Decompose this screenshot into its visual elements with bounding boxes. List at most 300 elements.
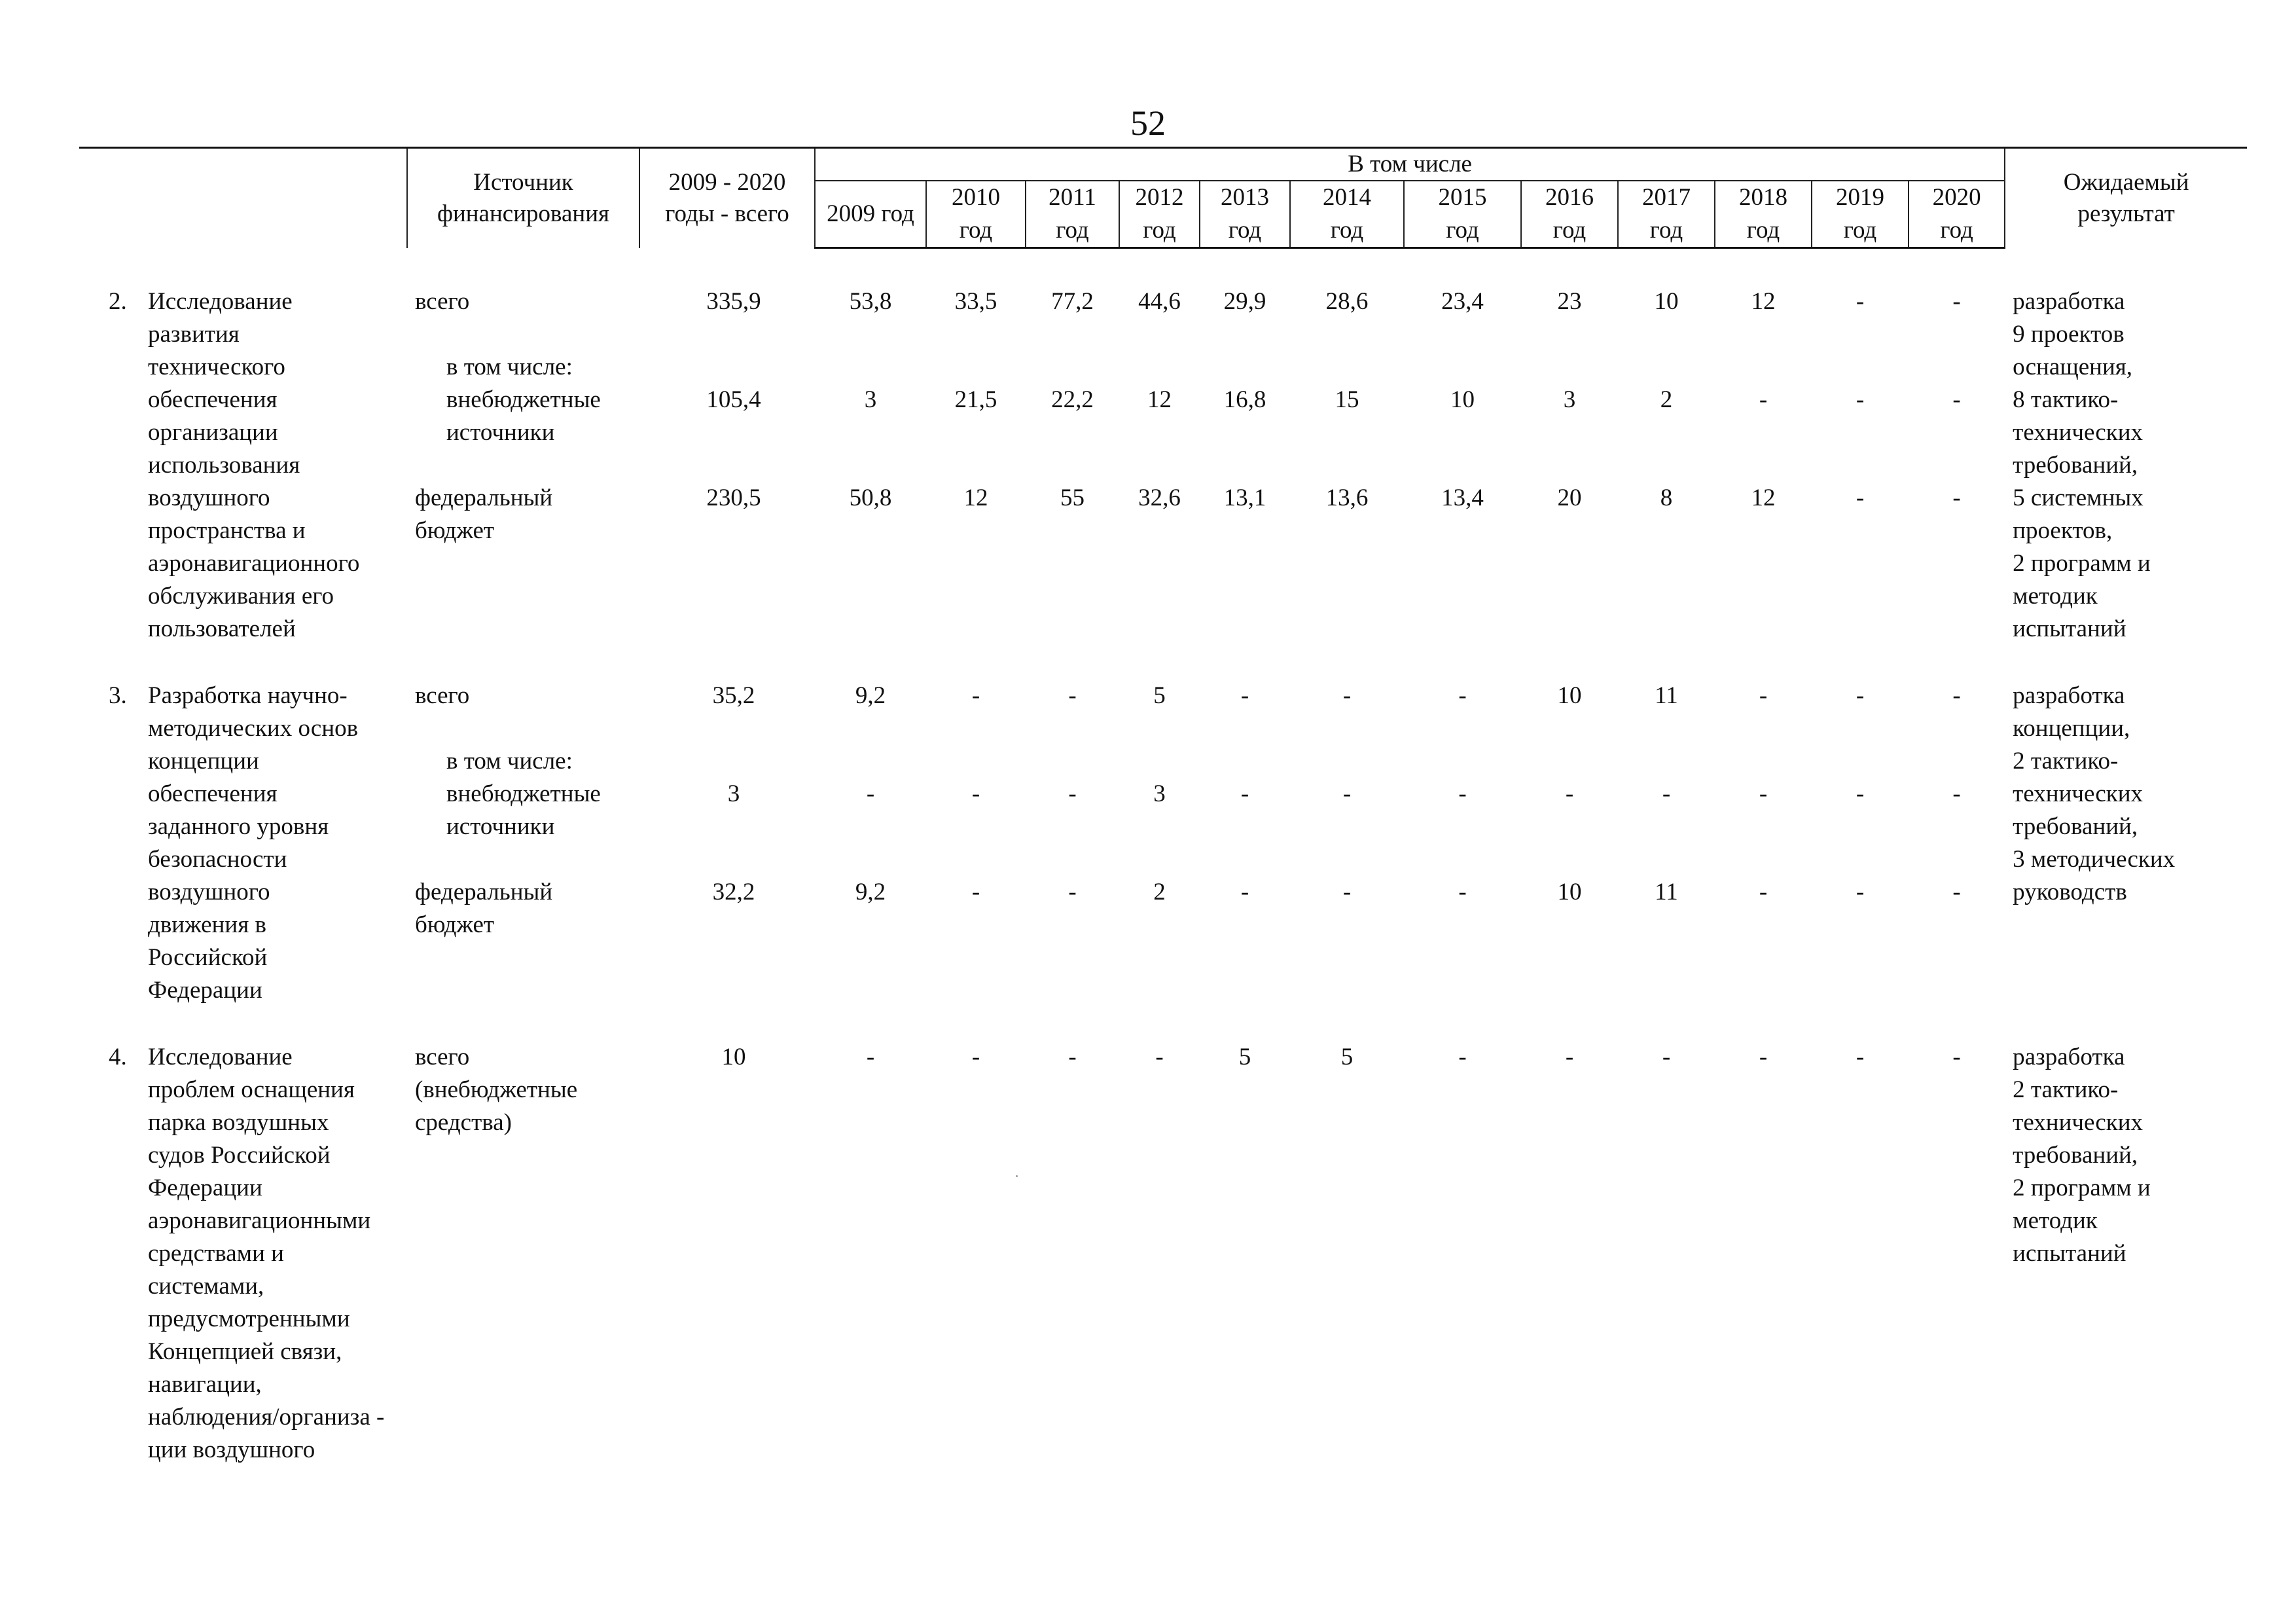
value-spacer <box>1200 1074 1290 1106</box>
year-cell <box>926 285 1026 646</box>
value-spacer <box>1812 1074 1909 1106</box>
cell-value: 3 <box>727 780 740 807</box>
year-cell <box>1812 1041 1909 1467</box>
value-spacer <box>1290 843 1404 876</box>
header-year-number: 2019 <box>1836 184 1884 211</box>
year-cell <box>1290 1041 1404 1467</box>
total-cell <box>639 1041 815 1467</box>
value-spacer <box>926 843 1026 876</box>
cell-value: - <box>1342 682 1352 709</box>
value-spacer <box>815 909 926 941</box>
item-name <box>145 680 407 1007</box>
header-year-2019 <box>1812 181 1909 248</box>
value-spacer <box>1521 449 1618 482</box>
expected-result-line: руководств <box>2013 879 2127 905</box>
value-spacer <box>653 712 815 745</box>
value-spacer <box>1715 416 1812 449</box>
cell-value: 20 <box>1557 484 1582 511</box>
header-year-number: 2014 <box>1323 184 1371 211</box>
cell-value: - <box>1856 879 1865 905</box>
cell-value: - <box>1458 780 1467 807</box>
year-cell <box>1026 1041 1119 1467</box>
source-label-line: внебюджетные <box>446 780 601 807</box>
value-spacer <box>653 811 815 843</box>
value-spacer <box>1026 416 1119 449</box>
cell-value: - <box>1856 484 1865 511</box>
header-year-suffix: год <box>1143 217 1176 244</box>
value-spacer <box>1812 712 1909 745</box>
source-label-line: средства) <box>415 1109 512 1136</box>
value-spacer <box>1812 449 1909 482</box>
value-spacer <box>1812 318 1909 351</box>
source-spacer <box>415 318 639 351</box>
header-year-number: 2018 <box>1739 184 1787 211</box>
source-label-line: бюджет <box>415 911 495 938</box>
cell-value: 23 <box>1557 288 1582 315</box>
expected-result-line: проектов, <box>2013 517 2113 544</box>
value-spacer <box>815 843 926 876</box>
cell-value: - <box>971 879 980 905</box>
cell-value: - <box>1759 780 1768 807</box>
value-spacer <box>1119 712 1200 745</box>
year-cell <box>1909 285 2005 646</box>
cell-value: 44,6 <box>1138 288 1181 315</box>
year-cell <box>815 285 926 646</box>
cell-value: - <box>1458 879 1467 905</box>
header-year-2017 <box>1618 181 1715 248</box>
cell-value: - <box>1952 484 1961 511</box>
value-spacer <box>1521 843 1618 876</box>
value-spacer <box>1909 909 2005 941</box>
value-spacer <box>1812 416 1909 449</box>
year-cell <box>1812 285 1909 646</box>
cell-value: - <box>1952 386 1961 413</box>
value-spacer <box>1618 712 1715 745</box>
item-name-line: обслуживания его <box>148 583 334 610</box>
item-name-line: Исследование <box>148 288 293 315</box>
value-spacer <box>1618 843 1715 876</box>
header-year-2014 <box>1290 181 1404 248</box>
cell-value: - <box>866 1044 875 1070</box>
cell-value: 35,2 <box>712 682 755 709</box>
cell-value: - <box>1856 1044 1865 1070</box>
cell-value: 13,1 <box>1223 484 1266 511</box>
value-spacer <box>1026 351 1119 384</box>
value-spacer <box>1404 1074 1521 1106</box>
expected-result <box>2005 285 2247 646</box>
cell-value: - <box>1856 780 1865 807</box>
value-spacer <box>926 712 1026 745</box>
header-result-line: Ожидаемый <box>2063 168 2189 196</box>
cell-value: 32,6 <box>1138 484 1181 511</box>
cell-value: 9,2 <box>855 879 886 905</box>
value-spacer <box>1026 811 1119 843</box>
item-name-line: Исследование <box>148 1044 293 1070</box>
item-name-line: воздушного <box>148 879 270 905</box>
cell-value: - <box>1856 682 1865 709</box>
page-number: 52 <box>1130 103 1166 143</box>
value-spacer <box>1618 745 1715 778</box>
value-spacer <box>1909 416 2005 449</box>
value-spacer <box>1618 416 1715 449</box>
cell-value: - <box>1068 682 1077 709</box>
header-year-suffix: год <box>1446 217 1479 244</box>
value-spacer <box>1715 1106 1812 1139</box>
cell-value: - <box>1662 1044 1671 1070</box>
value-spacer <box>926 351 1026 384</box>
item-name-line: технического <box>148 354 285 380</box>
cell-value: 23,4 <box>1441 288 1484 315</box>
source-label-line: федеральный <box>415 879 553 905</box>
value-spacer <box>1715 712 1812 745</box>
value-spacer <box>653 416 815 449</box>
value-spacer <box>1715 515 1812 547</box>
header-year-2012 <box>1119 181 1200 248</box>
item-name-line: парка воздушных <box>148 1109 329 1136</box>
value-spacer <box>1200 515 1290 547</box>
cell-value: 12 <box>963 484 988 511</box>
cell-value: - <box>1240 682 1249 709</box>
year-cell <box>1026 680 1119 1007</box>
header-year-suffix: год <box>1649 217 1683 244</box>
year-cell <box>1812 680 1909 1007</box>
source-label-line: в том числе: <box>446 748 573 775</box>
header-source-line: финансирования <box>437 200 610 227</box>
value-spacer <box>1404 351 1521 384</box>
year-cell <box>1119 680 1200 1007</box>
year-cell <box>1715 680 1812 1007</box>
value-spacer <box>1200 745 1290 778</box>
value-spacer <box>653 745 815 778</box>
value-spacer <box>815 351 926 384</box>
row-gap <box>79 646 2247 680</box>
year-cell <box>926 680 1026 1007</box>
header-gap <box>79 248 2247 286</box>
header-including: В том числе <box>815 148 2005 181</box>
item-number: 3. <box>109 682 127 709</box>
cell-value: 8 <box>1660 484 1673 511</box>
source-cell <box>407 285 639 646</box>
header-number <box>79 148 407 248</box>
expected-result-line: технических <box>2013 780 2144 807</box>
value-spacer <box>653 1074 815 1106</box>
value-spacer <box>1404 909 1521 941</box>
item-name-line: системами, <box>148 1273 264 1300</box>
value-spacer <box>653 843 815 876</box>
cell-value: - <box>971 780 980 807</box>
value-spacer <box>926 318 1026 351</box>
item-name-line: навигации, <box>148 1371 262 1398</box>
cell-value: - <box>1458 1044 1467 1070</box>
expected-result-line: 2 тактико- <box>2013 748 2119 775</box>
header-year-number: 2011 <box>1049 184 1096 211</box>
expected-result-line: 2 программ и <box>2013 1175 2151 1201</box>
value-spacer <box>1909 1106 2005 1139</box>
cell-value: - <box>1068 780 1077 807</box>
value-spacer <box>1618 1074 1715 1106</box>
cell-value: 10 <box>1654 288 1679 315</box>
value-spacer <box>1119 843 1200 876</box>
value-spacer <box>926 1074 1026 1106</box>
value-spacer <box>1521 745 1618 778</box>
item-name-line: предусмотренными <box>148 1305 350 1332</box>
header-year-suffix: год <box>1940 217 1973 244</box>
cell-value: 29,9 <box>1223 288 1266 315</box>
value-spacer <box>1119 351 1200 384</box>
value-spacer <box>653 909 815 941</box>
year-cell <box>815 680 926 1007</box>
value-spacer <box>1200 909 1290 941</box>
cell-value: 77,2 <box>1051 288 1094 315</box>
value-spacer <box>1119 811 1200 843</box>
cell-value: - <box>1856 386 1865 413</box>
value-spacer <box>1618 318 1715 351</box>
item-name-line: Концепцией связи, <box>148 1338 342 1365</box>
value-spacer <box>815 745 926 778</box>
source-spacer <box>415 449 639 482</box>
value-spacer <box>1404 811 1521 843</box>
value-spacer <box>1521 909 1618 941</box>
value-spacer <box>1715 843 1812 876</box>
year-cell <box>1715 1041 1812 1467</box>
value-spacer <box>1404 712 1521 745</box>
value-spacer <box>815 449 926 482</box>
value-spacer <box>1290 416 1404 449</box>
cell-value: - <box>1662 780 1671 807</box>
item-number: 4. <box>109 1044 127 1070</box>
value-spacer <box>1812 1106 1909 1139</box>
value-spacer <box>1026 515 1119 547</box>
value-spacer <box>1290 712 1404 745</box>
cell-value: 15 <box>1335 386 1359 413</box>
value-spacer <box>926 811 1026 843</box>
year-cell <box>1618 1041 1715 1467</box>
cell-value: 53,8 <box>849 288 892 315</box>
item-name-line: организации <box>148 419 278 446</box>
year-cell <box>926 1041 1026 1467</box>
item-name-line: использования <box>148 452 300 479</box>
header-year-suffix: год <box>1056 217 1089 244</box>
value-spacer <box>1404 515 1521 547</box>
source-label-line: всего <box>415 288 470 315</box>
value-spacer <box>1200 1106 1290 1139</box>
year-cell <box>1404 680 1521 1007</box>
expected-result-line: 8 тактико- <box>2013 386 2119 413</box>
value-spacer <box>653 318 815 351</box>
expected-result-line: требований, <box>2013 813 2138 840</box>
expected-result-line: 3 методических <box>2013 846 2176 873</box>
cell-value: 5 <box>1153 682 1166 709</box>
header-year-number: 2013 <box>1221 184 1269 211</box>
value-spacer <box>1290 1106 1404 1139</box>
value-spacer <box>815 318 926 351</box>
year-cell <box>1290 285 1404 646</box>
year-cell <box>1290 680 1404 1007</box>
source-label-line: внебюджетные <box>446 386 601 413</box>
value-spacer <box>1715 909 1812 941</box>
value-spacer <box>1119 1106 1200 1139</box>
value-spacer <box>1521 1106 1618 1139</box>
source-label-line: источники <box>446 419 555 446</box>
item-name-line: обеспечения <box>148 386 278 413</box>
value-spacer <box>1909 1074 2005 1106</box>
value-spacer <box>1119 515 1200 547</box>
value-spacer <box>1026 712 1119 745</box>
value-spacer <box>1119 449 1200 482</box>
value-spacer <box>1200 416 1290 449</box>
header-year-number: 2016 <box>1545 184 1594 211</box>
value-spacer <box>653 351 815 384</box>
cell-value: - <box>1759 386 1768 413</box>
expected-result-line: 2 тактико- <box>2013 1076 2119 1103</box>
value-spacer <box>1290 1074 1404 1106</box>
cell-value: 16,8 <box>1223 386 1266 413</box>
year-cell <box>1404 285 1521 646</box>
cell-value: 55 <box>1060 484 1085 511</box>
year-cell <box>1618 680 1715 1007</box>
cell-value: 3 <box>864 386 877 413</box>
year-cell <box>1521 1041 1618 1467</box>
table-row <box>79 285 2247 646</box>
value-spacer <box>1290 811 1404 843</box>
value-spacer <box>1200 449 1290 482</box>
source-cell <box>407 1041 639 1467</box>
table-row <box>79 680 2247 1007</box>
value-spacer <box>815 416 926 449</box>
value-spacer <box>1290 351 1404 384</box>
header-year-number: 2015 <box>1438 184 1487 211</box>
expected-result-line: испытаний <box>2013 615 2126 642</box>
header-year-suffix: год <box>1746 217 1780 244</box>
cell-value: 11 <box>1655 682 1678 709</box>
value-spacer <box>815 712 926 745</box>
year-cell <box>1715 285 1812 646</box>
source-label-line: в том числе: <box>446 354 573 380</box>
value-spacer <box>1618 515 1715 547</box>
item-name-line: обеспечения <box>148 780 278 807</box>
year-cell <box>1909 1041 2005 1467</box>
value-spacer <box>1119 318 1200 351</box>
cell-value: 10 <box>1557 879 1582 905</box>
header-year-2011 <box>1026 181 1119 248</box>
value-spacer <box>926 515 1026 547</box>
value-spacer <box>1812 351 1909 384</box>
value-spacer <box>1812 745 1909 778</box>
cell-value: 5 <box>1238 1044 1251 1070</box>
header-total-line: годы - всего <box>665 200 789 227</box>
item-name-line: аэронавигационными <box>148 1207 371 1234</box>
header-result-line: результат <box>2077 200 2175 227</box>
item-name-line: Федерации <box>148 977 262 1004</box>
header-year-suffix: год <box>1843 217 1877 244</box>
header-year-suffix: год <box>1552 217 1587 244</box>
header-year-number: 2010 <box>952 184 1000 211</box>
expected-result-line: 2 программ и <box>2013 550 2151 577</box>
value-spacer <box>1521 515 1618 547</box>
value-spacer <box>1909 712 2005 745</box>
year-cell <box>1521 680 1618 1007</box>
cell-value: 10 <box>721 1044 746 1070</box>
value-spacer <box>1200 712 1290 745</box>
cell-value: 9,2 <box>855 682 886 709</box>
cell-value: 13,4 <box>1441 484 1484 511</box>
value-spacer <box>1715 811 1812 843</box>
value-spacer <box>653 1106 815 1139</box>
cell-value: - <box>1068 1044 1077 1070</box>
item-name-line: движения в <box>148 911 266 938</box>
header-year-number: 2020 <box>1932 184 1981 211</box>
header-year-2016 <box>1521 181 1618 248</box>
cell-value: - <box>1342 780 1352 807</box>
value-spacer <box>653 515 815 547</box>
header-year-2010 <box>926 181 1026 248</box>
item-name-line: средствами и <box>148 1240 284 1267</box>
cell-value: 12 <box>1751 484 1776 511</box>
table-header <box>79 148 2247 248</box>
value-spacer <box>1404 318 1521 351</box>
year-cell <box>1404 1041 1521 1467</box>
expected-result <box>2005 1041 2247 1467</box>
expected-result-line: технических <box>2013 419 2144 446</box>
year-cell <box>1119 1041 1200 1467</box>
header-year-suffix: год <box>1228 217 1262 244</box>
cell-value: 33,5 <box>954 288 997 315</box>
cell-value: - <box>1068 879 1077 905</box>
year-cell <box>1200 1041 1290 1467</box>
header-source <box>407 148 639 248</box>
expected-result-line: требований, <box>2013 1142 2138 1169</box>
cell-value: - <box>1952 780 1961 807</box>
value-spacer <box>1404 745 1521 778</box>
cell-value: - <box>866 780 875 807</box>
header-year-number: 2012 <box>1135 184 1184 211</box>
expected-result-line: разработка <box>2013 288 2125 315</box>
header-year-2009: 2009 год <box>815 181 926 248</box>
value-spacer <box>1909 811 2005 843</box>
header-source-line: Источник <box>473 168 573 196</box>
expected-result-line: требований, <box>2013 452 2138 479</box>
value-spacer <box>1909 318 2005 351</box>
expected-result-line: оснащения, <box>2013 354 2133 380</box>
scan-speck <box>1016 1175 1018 1177</box>
value-spacer <box>1290 515 1404 547</box>
expected-result-line: методик <box>2013 583 2098 610</box>
source-cell <box>407 680 639 1007</box>
cell-value: 5 <box>1340 1044 1354 1070</box>
value-spacer <box>1521 712 1618 745</box>
cell-value: 10 <box>1450 386 1475 413</box>
expected-result-line: 9 проектов <box>2013 321 2125 348</box>
expected-result-line: технических <box>2013 1109 2144 1136</box>
expected-result <box>2005 680 2247 1007</box>
item-name-line: Разработка научно- <box>148 682 348 709</box>
source-label-line: источники <box>446 813 555 840</box>
cell-value: - <box>1952 288 1961 315</box>
value-spacer <box>815 1074 926 1106</box>
value-spacer <box>1026 745 1119 778</box>
year-cell <box>1909 680 2005 1007</box>
value-spacer <box>1404 843 1521 876</box>
value-spacer <box>1909 745 2005 778</box>
cell-value: - <box>1952 1044 1961 1070</box>
value-spacer <box>1290 449 1404 482</box>
value-spacer <box>1026 449 1119 482</box>
value-spacer <box>1715 1074 1812 1106</box>
item-name-line: безопасности <box>148 846 287 873</box>
item-name <box>145 1041 407 1467</box>
value-spacer <box>1200 811 1290 843</box>
expected-result-line: испытаний <box>2013 1240 2126 1267</box>
